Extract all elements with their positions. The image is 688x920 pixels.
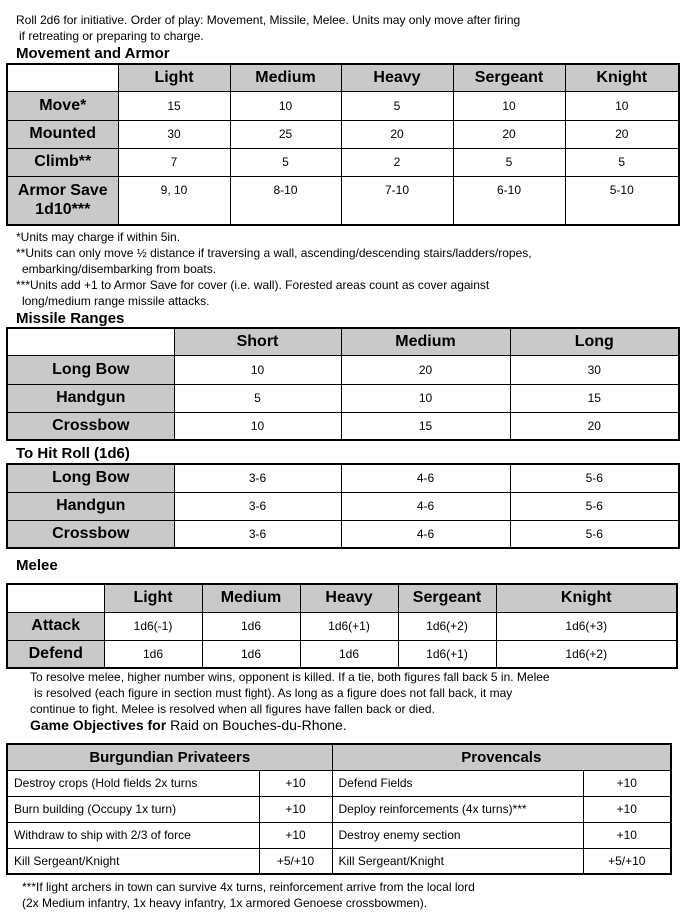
tohit-cell: 5-6 <box>510 464 679 492</box>
movement-table <box>6 63 680 226</box>
objective-left-points: +5/+10 <box>259 848 332 874</box>
movement-cell: 5 <box>230 148 341 176</box>
missile-col-medium: Medium <box>341 328 510 355</box>
tohit-row-long-bow: Long Bow <box>7 464 174 492</box>
movement-cell: 6-10 <box>453 176 565 225</box>
movement-row-climb: Climb** <box>7 148 118 176</box>
objectives-table <box>6 743 672 875</box>
missile-col-long: Long <box>510 328 679 355</box>
missile-cell: 10 <box>174 355 341 384</box>
melee-cell: 1d6 <box>300 640 398 668</box>
movement-col-medium: Medium <box>230 64 341 91</box>
melee-note-3: continue to fight. Melee is resolved when all figures have fallen back or died. <box>30 702 435 716</box>
movement-cell: 5 <box>453 148 565 176</box>
objective-right-points: +10 <box>583 770 671 796</box>
missile-cell: 5 <box>174 384 341 412</box>
objectives-header-provencals: Provencals <box>332 744 671 770</box>
melee-cell: 1d6 <box>202 612 300 640</box>
movement-title: Movement and Armor <box>16 45 170 62</box>
melee-note-1: To resolve melee, higher number wins, opponent is killed. If a tie, both figures fall back 5 in. Melee <box>30 670 550 684</box>
movement-col-light: Light <box>118 64 230 91</box>
objective-left: Burn building (Occupy 1x turn) <box>7 796 259 822</box>
objectives-header-burgundian: Burgundian Privateers <box>7 744 332 770</box>
tohit-title: To Hit Roll (1d6) <box>16 445 130 462</box>
missile-title: Missile Ranges <box>16 310 125 327</box>
missile-cell: 20 <box>510 412 679 440</box>
tohit-cell: 5-6 <box>510 492 679 520</box>
objective-left-points: +10 <box>259 770 332 796</box>
movement-cell: 10 <box>453 91 565 120</box>
movement-cell: 20 <box>565 120 679 148</box>
objective-left-points: +10 <box>259 822 332 848</box>
melee-cell: 1d6 <box>104 640 202 668</box>
objective-right: Destroy enemy section <box>332 822 583 848</box>
objective-left: Withdraw to ship with 2/3 of force <box>7 822 259 848</box>
movement-cell: 20 <box>341 120 453 148</box>
objective-left-points: +10 <box>259 796 332 822</box>
movement-note-2: **Units can only move ½ distance if traversing a wall, ascending/descending stairs/ladders/ropes, <box>16 246 532 260</box>
movement-cell: 30 <box>118 120 230 148</box>
objectives-note-2: (2x Medium infantry, 1x heavy infantry, 1x armored Genoese crossbowmen). <box>22 896 428 910</box>
movement-row-armor-save <box>7 176 118 225</box>
movement-cell: 15 <box>118 91 230 120</box>
melee-col-medium: Medium <box>202 584 300 612</box>
movement-note-1: *Units may charge if within 5in. <box>16 230 181 244</box>
melee-cell: 1d6 <box>202 640 300 668</box>
melee-col-sergeant: Sergeant <box>398 584 496 612</box>
tohit-cell: 4-6 <box>341 492 510 520</box>
armor-save-label-1: Armor Save <box>17 182 108 200</box>
objective-left: Kill Sergeant/Knight <box>7 848 259 874</box>
movement-cell: 2 <box>341 148 453 176</box>
melee-cell: 1d6(+3) <box>496 612 677 640</box>
melee-note-2: is resolved (each figure in section must fight). As long as a figure does not fall back, it may <box>34 686 513 700</box>
objective-left: Destroy crops (Hold fields 2x turns <box>7 770 259 796</box>
melee-table <box>6 583 678 669</box>
objective-right: Deploy reinforcements (4x turns)*** <box>332 796 583 822</box>
movement-cell: 9, 10 <box>118 176 230 225</box>
movement-note-3: embarking/disembarking from boats. <box>22 262 217 276</box>
movement-cell: 8-10 <box>230 176 341 225</box>
objectives-note-1: ***If light archers in town can survive 4x turns, reinforcement arrive from the local lord <box>22 880 475 894</box>
objective-right-points: +10 <box>583 822 671 848</box>
tohit-cell: 5-6 <box>510 520 679 548</box>
objective-right-points: +10 <box>583 796 671 822</box>
tohit-cell: 3-6 <box>174 520 341 548</box>
movement-col-knight: Knight <box>565 64 679 91</box>
missile-cell: 30 <box>510 355 679 384</box>
missile-cell: 10 <box>341 384 510 412</box>
movement-col-heavy: Heavy <box>341 64 453 91</box>
objectives-title-scenario: Raid on Bouches-du-Rhone. <box>170 717 347 733</box>
intro-line-1: Roll 2d6 for initiative. Order of play: Movement, Missile, Melee. Units may only move after firing <box>16 13 521 27</box>
movement-note-5: long/medium range missile attacks. <box>22 294 210 308</box>
melee-cell: 1d6(+1) <box>398 640 496 668</box>
movement-cell: 7-10 <box>341 176 453 225</box>
movement-row-move: Move* <box>7 91 118 120</box>
movement-cell: 5 <box>565 148 679 176</box>
missile-row-handgun: Handgun <box>7 384 174 412</box>
tohit-row-crossbow: Crossbow <box>7 520 174 548</box>
objective-right-points: +5/+10 <box>583 848 671 874</box>
tohit-table <box>6 463 680 549</box>
melee-col-knight: Knight <box>496 584 677 612</box>
missile-cell: 10 <box>174 412 341 440</box>
movement-cell: 5 <box>341 91 453 120</box>
movement-note-4: ***Units add +1 to Armor Save for cover (i.e. wall). Forested areas count as cover against <box>16 278 490 292</box>
movement-cell: 25 <box>230 120 341 148</box>
objectives-title <box>30 717 347 733</box>
missile-cell: 20 <box>341 355 510 384</box>
movement-row-mounted: Mounted <box>7 120 118 148</box>
movement-cell: 5-10 <box>565 176 679 225</box>
movement-col-sergeant: Sergeant <box>453 64 565 91</box>
tohit-cell: 4-6 <box>341 520 510 548</box>
tohit-cell: 3-6 <box>174 464 341 492</box>
missile-col-short: Short <box>174 328 341 355</box>
movement-corner <box>7 64 118 91</box>
movement-cell: 7 <box>118 148 230 176</box>
tohit-row-handgun: Handgun <box>7 492 174 520</box>
melee-cell: 1d6(+2) <box>496 640 677 668</box>
melee-title: Melee <box>16 557 58 574</box>
melee-corner <box>7 584 104 612</box>
melee-col-light: Light <box>104 584 202 612</box>
tohit-cell: 4-6 <box>341 464 510 492</box>
objective-right: Defend Fields <box>332 770 583 796</box>
intro-line-2: if retreating or preparing to charge. <box>19 29 204 43</box>
melee-cell: 1d6(+2) <box>398 612 496 640</box>
armor-save-label-2: 1d10*** <box>35 201 91 219</box>
melee-col-heavy: Heavy <box>300 584 398 612</box>
movement-cell: 10 <box>230 91 341 120</box>
objectives-title-bold: Game Objectives for <box>30 717 167 733</box>
missile-corner <box>7 328 174 355</box>
melee-cell: 1d6(+1) <box>300 612 398 640</box>
missile-row-crossbow: Crossbow <box>7 412 174 440</box>
melee-row-defend: Defend <box>7 640 104 668</box>
tohit-cell: 3-6 <box>174 492 341 520</box>
objective-right: Kill Sergeant/Knight <box>332 848 583 874</box>
melee-cell: 1d6(-1) <box>104 612 202 640</box>
missile-table <box>6 327 680 441</box>
movement-cell: 10 <box>565 91 679 120</box>
missile-cell: 15 <box>341 412 510 440</box>
melee-row-attack: Attack <box>7 612 104 640</box>
missile-cell: 15 <box>510 384 679 412</box>
movement-cell: 20 <box>453 120 565 148</box>
missile-row-long-bow: Long Bow <box>7 355 174 384</box>
